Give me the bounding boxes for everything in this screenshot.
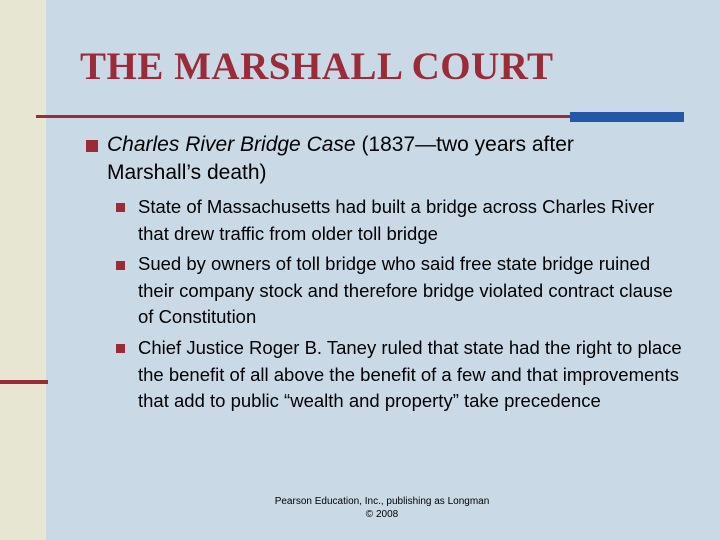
bullet-square-icon bbox=[116, 261, 125, 270]
footer-publisher: Pearson Education, Inc., publishing as Longman bbox=[274, 496, 490, 507]
footer bbox=[232, 495, 532, 521]
bullet-square-icon bbox=[86, 140, 98, 152]
slide-title: THE MARSHALL COURT bbox=[80, 45, 554, 88]
case-name: Charles River Bridge Case bbox=[107, 133, 356, 156]
main-point bbox=[107, 131, 667, 187]
sub-point: Sued by owners of toll bridge who said free state bridge ruined their company stock and therefore bridge violated contract clause of Constitution bbox=[138, 253, 673, 327]
side-band bbox=[0, 0, 46, 540]
side-accent-bar bbox=[0, 380, 48, 384]
sub-point: State of Massachusetts had built a bridge across Charles River that drew traffic from older toll bridge bbox=[138, 196, 655, 244]
bullet-square-icon bbox=[116, 344, 125, 353]
case-detail: (1837—two years after Marshall’s death) bbox=[107, 133, 574, 184]
footer-copyright: © 2008 bbox=[365, 509, 399, 520]
title-rule-accent bbox=[570, 112, 684, 122]
sub-point: Chief Justice Roger B. Taney ruled that state had the right to place the benefit of all above the benefit of a few and that improvements that add to public “wealth and property” take precedence bbox=[138, 337, 682, 411]
bullet-square-icon bbox=[116, 203, 125, 212]
